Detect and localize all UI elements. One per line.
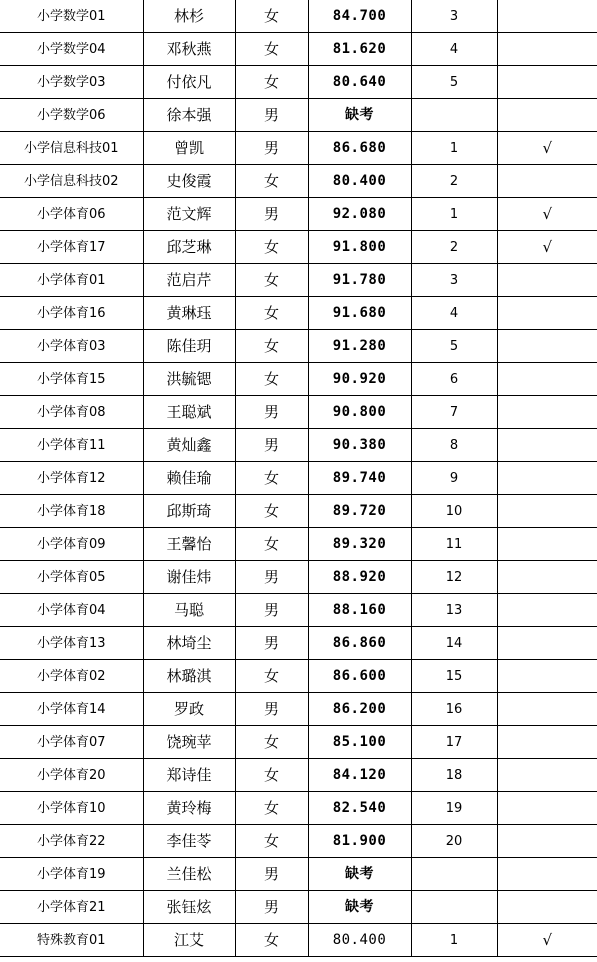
- checkmark-cell: [497, 330, 597, 363]
- gender-cell: 女: [235, 66, 308, 99]
- candidate-name-cell: 江艾: [143, 924, 235, 957]
- candidate-name-cell: 黄琳珏: [143, 297, 235, 330]
- candidate-name-cell: 谢佳炜: [143, 561, 235, 594]
- gender-cell: 男: [235, 198, 308, 231]
- position-code-cell: 小学信息科技02: [0, 165, 143, 198]
- table-row: [0, 495, 597, 528]
- gender-cell: 女: [235, 297, 308, 330]
- checkmark-cell: [497, 726, 597, 759]
- gender-cell: 男: [235, 594, 308, 627]
- gender-cell: 女: [235, 792, 308, 825]
- gender-cell: 女: [235, 528, 308, 561]
- checkmark-cell: √: [497, 132, 597, 165]
- candidate-name-cell: 邱斯琦: [143, 495, 235, 528]
- candidate-name-cell: 李佳苓: [143, 825, 235, 858]
- rank-cell: 14: [411, 627, 497, 660]
- gender-cell: 男: [235, 99, 308, 132]
- gender-cell: 女: [235, 264, 308, 297]
- candidate-name-cell: 徐本强: [143, 99, 235, 132]
- rank-cell: [411, 99, 497, 132]
- checkmark-cell: [497, 660, 597, 693]
- table-row: [0, 99, 597, 132]
- position-code-cell: 小学体育04: [0, 594, 143, 627]
- table-row: [0, 396, 597, 429]
- rank-cell: 18: [411, 759, 497, 792]
- score-cell: 89.720: [308, 495, 411, 528]
- position-code-cell: 小学体育03: [0, 330, 143, 363]
- table-row: [0, 924, 597, 957]
- score-cell: 92.080: [308, 198, 411, 231]
- gender-cell: 男: [235, 693, 308, 726]
- table-row: [0, 0, 597, 33]
- rank-cell: 17: [411, 726, 497, 759]
- score-cell: 91.780: [308, 264, 411, 297]
- checkmark-cell: [497, 495, 597, 528]
- rank-cell: 15: [411, 660, 497, 693]
- score-cell: 缺考: [308, 99, 411, 132]
- score-cell: 缺考: [308, 858, 411, 891]
- gender-cell: 女: [235, 330, 308, 363]
- gender-cell: 男: [235, 396, 308, 429]
- rank-cell: 2: [411, 231, 497, 264]
- gender-cell: 女: [235, 462, 308, 495]
- checkmark-cell: [497, 0, 597, 33]
- table-row: [0, 561, 597, 594]
- checkmark-cell: [497, 891, 597, 924]
- rank-cell: 3: [411, 0, 497, 33]
- checkmark-cell: [497, 561, 597, 594]
- candidate-name-cell: 王聪斌: [143, 396, 235, 429]
- gender-cell: 女: [235, 231, 308, 264]
- score-cell: 91.800: [308, 231, 411, 264]
- score-cell: 90.800: [308, 396, 411, 429]
- score-cell: 88.160: [308, 594, 411, 627]
- score-cell: 84.700: [308, 0, 411, 33]
- candidate-name-cell: 范文辉: [143, 198, 235, 231]
- position-code-cell: 小学体育20: [0, 759, 143, 792]
- checkmark-cell: [497, 858, 597, 891]
- score-cell: 80.640: [308, 66, 411, 99]
- position-code-cell: 小学体育13: [0, 627, 143, 660]
- candidate-name-cell: 曾凯: [143, 132, 235, 165]
- table-row: [0, 594, 597, 627]
- table-row: [0, 660, 597, 693]
- candidate-name-cell: 张钰炫: [143, 891, 235, 924]
- candidate-name-cell: 林杉: [143, 0, 235, 33]
- checkmark-cell: [497, 429, 597, 462]
- score-cell: 86.860: [308, 627, 411, 660]
- checkmark-cell: [497, 297, 597, 330]
- candidate-name-cell: 陈佳玥: [143, 330, 235, 363]
- rank-cell: [411, 858, 497, 891]
- rank-cell: 7: [411, 396, 497, 429]
- checkmark-cell: [497, 264, 597, 297]
- rank-cell: 9: [411, 462, 497, 495]
- candidate-name-cell: 王馨怡: [143, 528, 235, 561]
- rank-cell: 1: [411, 132, 497, 165]
- gender-cell: 女: [235, 759, 308, 792]
- candidate-name-cell: 洪毓锶: [143, 363, 235, 396]
- rank-cell: 11: [411, 528, 497, 561]
- position-code-cell: 小学体育17: [0, 231, 143, 264]
- rank-cell: 1: [411, 198, 497, 231]
- table-row: [0, 198, 597, 231]
- candidate-name-cell: 林璐淇: [143, 660, 235, 693]
- checkmark-cell: [497, 33, 597, 66]
- table-row: [0, 33, 597, 66]
- rank-cell: 5: [411, 66, 497, 99]
- candidate-name-cell: 饶琬苹: [143, 726, 235, 759]
- gender-cell: 男: [235, 429, 308, 462]
- position-code-cell: 特殊教育01: [0, 924, 143, 957]
- position-code-cell: 小学体育19: [0, 858, 143, 891]
- candidate-name-cell: 范启芹: [143, 264, 235, 297]
- checkmark-cell: [497, 759, 597, 792]
- score-cell: 86.200: [308, 693, 411, 726]
- candidate-name-cell: 黄灿鑫: [143, 429, 235, 462]
- candidate-name-cell: 付依凡: [143, 66, 235, 99]
- score-cell: 81.900: [308, 825, 411, 858]
- table-row: [0, 759, 597, 792]
- gender-cell: 男: [235, 561, 308, 594]
- table-row: [0, 891, 597, 924]
- checkmark-cell: √: [497, 231, 597, 264]
- score-cell: 81.620: [308, 33, 411, 66]
- position-code-cell: 小学数学04: [0, 33, 143, 66]
- checkmark-cell: [497, 594, 597, 627]
- position-code-cell: 小学体育21: [0, 891, 143, 924]
- gender-cell: 女: [235, 660, 308, 693]
- table-row: [0, 231, 597, 264]
- position-code-cell: 小学体育05: [0, 561, 143, 594]
- position-code-cell: 小学体育15: [0, 363, 143, 396]
- rank-cell: 20: [411, 825, 497, 858]
- checkmark-cell: [497, 363, 597, 396]
- table-row: [0, 462, 597, 495]
- checkmark-cell: [497, 792, 597, 825]
- table-row: [0, 429, 597, 462]
- score-cell: 84.120: [308, 759, 411, 792]
- table-row: [0, 858, 597, 891]
- checkmark-cell: [497, 825, 597, 858]
- gender-cell: 女: [235, 33, 308, 66]
- table-row: [0, 726, 597, 759]
- table-row: [0, 792, 597, 825]
- checkmark-cell: [497, 693, 597, 726]
- rank-cell: 13: [411, 594, 497, 627]
- gender-cell: 女: [235, 924, 308, 957]
- gender-cell: 男: [235, 132, 308, 165]
- score-cell: 86.600: [308, 660, 411, 693]
- checkmark-cell: [497, 396, 597, 429]
- score-cell: 85.100: [308, 726, 411, 759]
- table-row: [0, 528, 597, 561]
- gender-cell: 男: [235, 891, 308, 924]
- checkmark-cell: √: [497, 198, 597, 231]
- position-code-cell: 小学体育16: [0, 297, 143, 330]
- gender-cell: 女: [235, 0, 308, 33]
- position-code-cell: 小学数学03: [0, 66, 143, 99]
- rank-cell: 4: [411, 297, 497, 330]
- position-code-cell: 小学体育08: [0, 396, 143, 429]
- gender-cell: 女: [235, 165, 308, 198]
- position-code-cell: 小学体育06: [0, 198, 143, 231]
- score-cell: 80.400: [308, 924, 411, 957]
- checkmark-cell: [497, 66, 597, 99]
- candidate-name-cell: 马聪: [143, 594, 235, 627]
- rank-cell: 2: [411, 165, 497, 198]
- checkmark-cell: [497, 627, 597, 660]
- checkmark-cell: [497, 165, 597, 198]
- rank-cell: 4: [411, 33, 497, 66]
- gender-cell: 男: [235, 627, 308, 660]
- score-cell: 缺考: [308, 891, 411, 924]
- score-cell: 91.680: [308, 297, 411, 330]
- rank-cell: 16: [411, 693, 497, 726]
- checkmark-cell: [497, 99, 597, 132]
- table-row: [0, 330, 597, 363]
- score-cell: 80.400: [308, 165, 411, 198]
- table-row: [0, 627, 597, 660]
- gender-cell: 女: [235, 363, 308, 396]
- score-cell: 86.680: [308, 132, 411, 165]
- position-code-cell: 小学体育14: [0, 693, 143, 726]
- candidate-name-cell: 林埼尘: [143, 627, 235, 660]
- position-code-cell: 小学数学01: [0, 0, 143, 33]
- candidate-name-cell: 邓秋燕: [143, 33, 235, 66]
- candidate-name-cell: 黄玲梅: [143, 792, 235, 825]
- rank-cell: 10: [411, 495, 497, 528]
- table-row: [0, 264, 597, 297]
- gender-cell: 女: [235, 825, 308, 858]
- position-code-cell: 小学体育11: [0, 429, 143, 462]
- rank-cell: 5: [411, 330, 497, 363]
- candidate-name-cell: 邱芝琳: [143, 231, 235, 264]
- table-row: [0, 825, 597, 858]
- gender-cell: 女: [235, 495, 308, 528]
- score-cell: 88.920: [308, 561, 411, 594]
- rank-cell: [411, 891, 497, 924]
- position-code-cell: 小学体育07: [0, 726, 143, 759]
- score-cell: 89.740: [308, 462, 411, 495]
- score-cell: 82.540: [308, 792, 411, 825]
- checkmark-cell: [497, 462, 597, 495]
- table-row: [0, 363, 597, 396]
- score-cell: 91.280: [308, 330, 411, 363]
- rank-cell: 1: [411, 924, 497, 957]
- score-cell: 90.380: [308, 429, 411, 462]
- table-row: [0, 165, 597, 198]
- position-code-cell: 小学体育12: [0, 462, 143, 495]
- rank-cell: 19: [411, 792, 497, 825]
- position-code-cell: 小学体育09: [0, 528, 143, 561]
- rank-cell: 6: [411, 363, 497, 396]
- position-code-cell: 小学体育01: [0, 264, 143, 297]
- position-code-cell: 小学信息科技01: [0, 132, 143, 165]
- position-code-cell: 小学体育02: [0, 660, 143, 693]
- candidate-name-cell: 史俊霞: [143, 165, 235, 198]
- position-code-cell: 小学体育22: [0, 825, 143, 858]
- candidate-name-cell: 郑诗佳: [143, 759, 235, 792]
- table-row: [0, 693, 597, 726]
- candidate-name-cell: 赖佳瑜: [143, 462, 235, 495]
- checkmark-cell: √: [497, 924, 597, 957]
- table-row: [0, 132, 597, 165]
- position-code-cell: 小学体育18: [0, 495, 143, 528]
- candidate-name-cell: 兰佳松: [143, 858, 235, 891]
- rank-cell: 12: [411, 561, 497, 594]
- score-cell: 89.320: [308, 528, 411, 561]
- rank-cell: 3: [411, 264, 497, 297]
- position-code-cell: 小学数学06: [0, 99, 143, 132]
- gender-cell: 女: [235, 726, 308, 759]
- score-cell: 90.920: [308, 363, 411, 396]
- position-code-cell: 小学体育10: [0, 792, 143, 825]
- candidate-name-cell: 罗政: [143, 693, 235, 726]
- checkmark-cell: [497, 528, 597, 561]
- table-row: [0, 297, 597, 330]
- gender-cell: 男: [235, 858, 308, 891]
- rank-cell: 8: [411, 429, 497, 462]
- table-row: [0, 66, 597, 99]
